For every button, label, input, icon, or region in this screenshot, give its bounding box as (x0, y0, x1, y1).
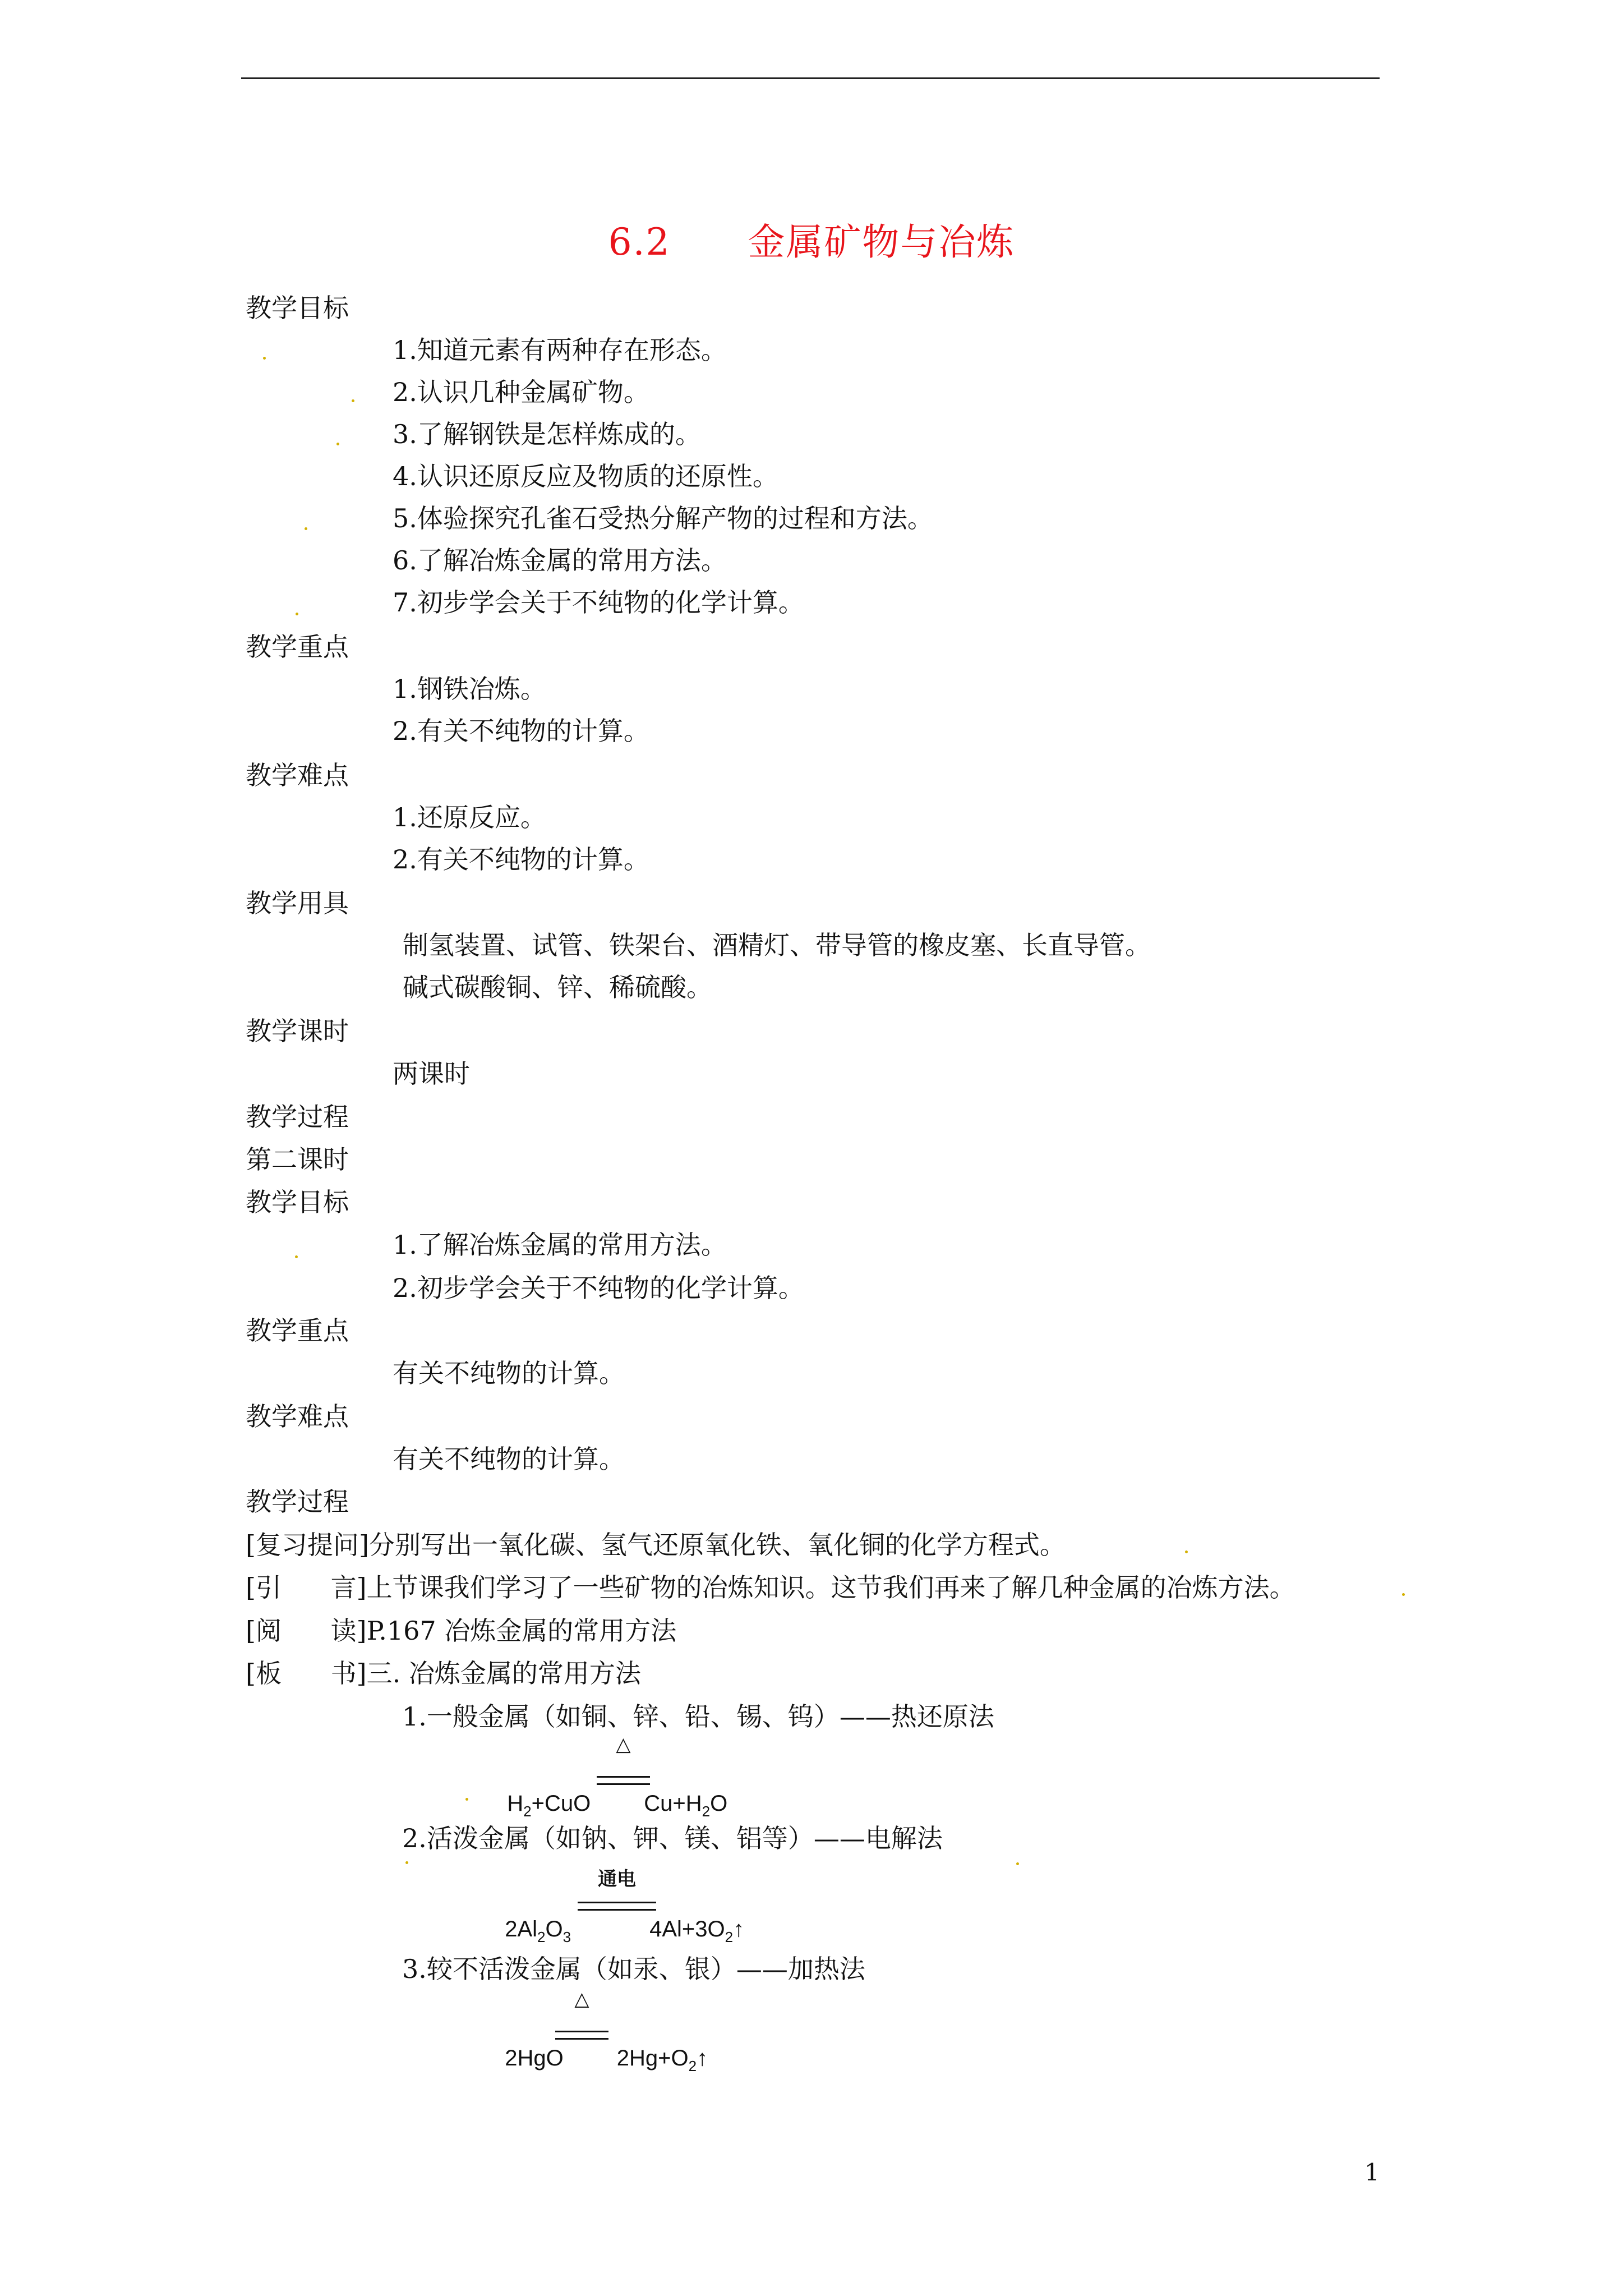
eq-condition: △ (574, 1989, 589, 2010)
tools-item: 制氢装置、试管、铁架台、酒精灯、带导管的橡皮塞、长直导管。 (403, 930, 1151, 960)
method-item: 3.较不活泼金属（如汞、银）——加热法 (402, 1954, 865, 1984)
process-read-line (246, 1614, 676, 1648)
eq-subscript: 2 (702, 1803, 711, 1820)
lesson2-difficulties-heading: 教学难点 (246, 1401, 349, 1432)
eq-double-line (555, 2031, 608, 2040)
speck-mark (296, 613, 298, 615)
eq-product: O (710, 1791, 728, 1816)
page-title: 6.2 金属矿物与冶炼 (608, 220, 1015, 264)
hours-heading: 教学课时 (246, 1016, 349, 1046)
process-text: 上节课我们学习了一些矿物的冶炼知识。这节我们再来了解几种金属的冶炼方法。 (366, 1572, 1295, 1603)
process-heading: 教学过程 (246, 1102, 349, 1132)
lesson2-difficulty: 有关不纯物的计算。 (393, 1444, 625, 1474)
speck-mark (352, 399, 354, 402)
process-tag: [引 言] (246, 1572, 367, 1603)
up-arrow-icon: ↑ (697, 2046, 708, 2070)
objective-item: 4.认识还原反应及物质的还原性。 (393, 461, 778, 491)
process-text: P.167 冶炼金属的常用方法 (366, 1616, 677, 1646)
process-tag: [复习提问] (246, 1530, 369, 1560)
objectives-heading: 教学目标 (246, 293, 349, 323)
lesson2-key-point: 有关不纯物的计算。 (393, 1358, 625, 1388)
speck-mark (295, 1255, 298, 1258)
eq-double-line (597, 1776, 650, 1785)
objective-item: 6.了解冶炼金属的常用方法。 (393, 545, 727, 576)
method-item: 2.活泼金属（如钠、钾、镁、铝等）——电解法 (402, 1823, 943, 1853)
eq-double-line (578, 1902, 656, 1911)
equation (492, 1989, 708, 2122)
eq-product: 4Al+3O (649, 1917, 725, 1941)
method-item: 1.一般金属（如铜、锌、铅、锡、钨）——热还原法 (402, 1701, 994, 1732)
eq-subscript: 2 (537, 1929, 546, 1945)
process-board-line (246, 1657, 641, 1690)
process-text: 三. 冶炼金属的常用方法 (366, 1658, 641, 1688)
process-review-line (246, 1528, 1066, 1562)
speck-mark (465, 1798, 468, 1801)
eq-reactant: 2Al (505, 1917, 538, 1941)
key-points-heading: 教学重点 (246, 632, 349, 662)
eq-subscript: 2 (688, 2058, 697, 2074)
eq-condition: △ (616, 1734, 631, 1755)
eq-subscript: 3 (562, 1929, 571, 1945)
key-point-item: 1.钢铁冶炼。 (393, 674, 546, 704)
objective-item: 7.初步学会关于不纯物的化学计算。 (393, 587, 804, 618)
eq-condition: 通电 (598, 1869, 636, 1890)
eq-reactant: +CuO (531, 1791, 591, 1816)
process-tag: [板 书] (246, 1658, 367, 1688)
objective-item: 5.体验探究孔雀石受热分解产物的过程和方法。 (393, 503, 933, 533)
eq-reactant: H (507, 1791, 524, 1816)
tools-heading: 教学用具 (246, 888, 349, 918)
speck-mark (305, 527, 307, 530)
objective-item: 2.认识几种金属矿物。 (393, 377, 649, 407)
lesson2-objective-item: 2.初步学会关于不纯物的化学计算。 (393, 1273, 804, 1303)
difficulties-heading: 教学难点 (246, 760, 349, 790)
lesson2-key-points-heading: 教学重点 (246, 1315, 349, 1346)
header-rule (241, 77, 1380, 79)
speck-mark (336, 443, 339, 445)
objective-item: 1.知道元素有两种存在形态。 (393, 335, 727, 365)
speck-mark (1185, 1550, 1188, 1553)
process-tag: [阅 读] (246, 1616, 367, 1646)
process-text: 分别写出一氧化碳、氢气还原氧化铁、氧化铜的化学方程式。 (368, 1530, 1066, 1560)
speck-mark (405, 1861, 408, 1864)
lesson2-objectives-heading: 教学目标 (246, 1187, 349, 1217)
speck-mark (1016, 1862, 1019, 1865)
lesson2-objective-item: 1.了解冶炼金属的常用方法。 (393, 1230, 727, 1260)
lesson2-title: 第二课时 (246, 1144, 349, 1175)
speck-mark (263, 357, 266, 360)
key-point-item: 2.有关不纯物的计算。 (393, 716, 649, 746)
difficulty-item: 2.有关不纯物的计算。 (393, 844, 649, 875)
eq-product: 2Hg+O (616, 2046, 689, 2070)
up-arrow-icon: ↑ (733, 1917, 745, 1941)
speck-mark (1402, 1593, 1405, 1596)
difficulty-item: 1.还原反应。 (393, 802, 546, 832)
tools-item: 碱式碳酸铜、锌、稀硫酸。 (403, 972, 712, 1002)
eq-reactant: O (545, 1917, 563, 1941)
objective-item: 3.了解钢铁是怎样炼成的。 (393, 419, 701, 449)
eq-subscript: 2 (523, 1803, 532, 1820)
eq-product: Cu+H (644, 1791, 702, 1816)
eq-reactant: 2HgO (505, 2046, 564, 2070)
hours-value: 两课时 (393, 1059, 470, 1089)
eq-subscript: 2 (725, 1929, 734, 1945)
process-intro-line (246, 1571, 1295, 1604)
page-number: 1 (1364, 2159, 1380, 2186)
lesson2-process-heading: 教学过程 (246, 1487, 349, 1517)
